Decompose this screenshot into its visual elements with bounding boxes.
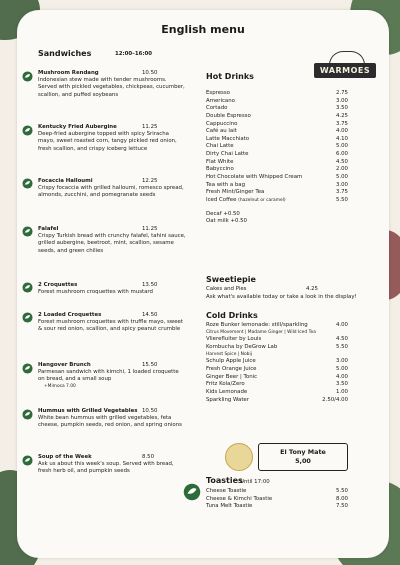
drink-row (206, 151, 348, 159)
drink-name: Hot Chocolate with Whipped Cream (206, 174, 303, 181)
tony-mate-title: El Tony Mate (280, 448, 326, 456)
item-description: Ask us about this week's soup. Served with bread, fresh herb oil, and pumpkin seeds (38, 461, 174, 475)
drink-name: Cakes and Pies (206, 286, 247, 292)
drink-price: 3.75 (335, 120, 348, 127)
toasties-title: Toasties (206, 476, 243, 485)
drink-row (206, 189, 348, 197)
drink-name: Babyccino (206, 166, 234, 173)
menu-item (38, 454, 186, 476)
drink-row (206, 159, 348, 167)
drink-row (206, 197, 348, 205)
drink-row (206, 336, 348, 344)
item-description: Forest mushroom croquettes with truffle mayo, sweet & sour red onion, scallion, and spicy peanut crumble (38, 319, 183, 333)
drink-price: 3.00 (335, 358, 348, 365)
drink-row (206, 374, 348, 382)
drink-price: 5.00 (335, 143, 348, 150)
drink-name: Fritz Kola/Zero (206, 381, 245, 388)
drink-name: Latte Macchiato (206, 135, 250, 142)
cold-drinks-list (206, 322, 348, 404)
drink-subtitle-text: Harvest Spice | Nobij (206, 352, 252, 358)
drink-row (206, 90, 348, 98)
drink-row (206, 136, 348, 144)
item-name: Focaccia Halloumi (38, 178, 93, 184)
drink-price: 3.50 (335, 381, 348, 388)
menu-item (38, 70, 186, 99)
drink-name: Double Espresso (206, 112, 251, 119)
drink-name: Cortado (206, 105, 228, 112)
drink-price: 5.00 (335, 366, 348, 373)
drink-row (206, 105, 348, 113)
drink-name: Dirty Chai Latte (206, 151, 249, 158)
item-description: Parmesan sandwich with kimchi, 1 loaded croquette on bread, and a small soup (38, 369, 179, 383)
item-price: 10.50 (142, 408, 158, 414)
item-price: 8.50 (142, 454, 155, 460)
vega-icon (22, 312, 33, 323)
oat-note: Oat milk +0.50 (206, 218, 247, 225)
sweetiepie-title: Sweetiepie (206, 275, 256, 284)
drink-row (206, 496, 348, 504)
drink-price: 5.50 (335, 488, 348, 494)
hot-drinks-title: Hot Drinks (206, 72, 254, 81)
item-price: 15.50 (142, 362, 158, 368)
item-price: 13.50 (142, 282, 158, 288)
item-description: Forest mushroom croquettes with mustard (38, 289, 153, 296)
item-price: 14.50 (142, 312, 158, 318)
drink-name: Americano (206, 97, 235, 104)
drink-name: Schulp Apple Juice (206, 358, 256, 365)
drink-row (206, 211, 348, 219)
drink-row (206, 182, 348, 190)
drink-price: 2.00 (335, 166, 348, 173)
drink-name: Kombucha by DeGrow Lab (206, 343, 278, 350)
drink-price: 4.50 (335, 158, 348, 165)
drink-row (206, 286, 348, 294)
menu-item (38, 226, 186, 255)
hot-drinks-list (206, 90, 348, 226)
drink-note: (hazelnut or caramel) (238, 197, 286, 203)
item-price: 11.25 (142, 226, 158, 232)
logo-plate: WARMOES (314, 63, 376, 78)
item-name: 2 Loaded Croquettes (38, 312, 102, 318)
item-description: White bean hummus with grilled vegetables, feta cheese, pumpkin seeds, red onion, and spring onions (38, 415, 182, 429)
toasties-list (206, 488, 348, 511)
drink-row (206, 218, 348, 226)
drink-row (206, 322, 348, 330)
item-name: 2 Croquettes (38, 282, 78, 288)
menu-item (38, 408, 186, 430)
item-description: Deep-fried aubergine topped with spicy Sriracha mayo, sweet roasted corn, tangy pickled red onion, fresh scallion, and crispy iceberg lettuce (38, 131, 177, 152)
drink-price: 5.50 (335, 343, 348, 350)
drink-subtitle (206, 351, 348, 358)
drink-row (206, 488, 348, 496)
menu-card (17, 10, 389, 558)
toasties-until: Until 17:00 (240, 479, 270, 485)
drink-price: 4.00 (335, 322, 348, 328)
item-name: Hummus with Grilled Vegetables (38, 408, 138, 414)
drink-row (206, 113, 348, 121)
decaf-note: Decaf +0.50 (206, 210, 240, 217)
drink-name: Iced Coffee (206, 196, 237, 203)
drink-name: Cappuccino (206, 120, 238, 127)
vega-icon (22, 178, 33, 189)
page-title: English menu (161, 23, 245, 36)
item-name: Kentucky Fried Aubergine (38, 124, 117, 130)
menu-item (38, 312, 186, 334)
sweetiepie-section (206, 286, 357, 301)
vega-icon (22, 282, 33, 293)
drink-price: 1.00 (335, 388, 348, 395)
item-name: Hangover Brunch (38, 362, 91, 368)
item-description: Indonesian stew made with tender mushrooms. Served with pickled vegetables, chickpeas, cucumber, scallion, and puffed soybeans (38, 77, 185, 98)
item-price: 12.25 (142, 178, 158, 184)
drink-row (206, 344, 348, 352)
drink-price: 2.75 (335, 90, 348, 96)
drink-name: Ginger Beer | Tonic (206, 373, 258, 380)
drink-row (206, 503, 348, 511)
drink-price: 6.00 (335, 151, 348, 158)
vega-icon (22, 363, 33, 374)
drink-price: 2.50/4.00 (322, 396, 348, 403)
drink-name: Fresh Orange Juice (206, 366, 257, 373)
menu-item (38, 124, 186, 153)
drink-price: 7.50 (335, 503, 348, 510)
vega-icon (22, 226, 33, 237)
drink-price: 3.75 (335, 189, 348, 196)
drink-name: Cheese & Kimchi Toastie (206, 495, 273, 502)
item-price: 10.50 (142, 70, 158, 76)
item-description: Crispy Turkish bread with crunchy falafel, tahini sauce, grilled aubergine, beetroot, mint, scallion, sesame seeds, and green chilies (38, 233, 186, 254)
drink-subtitle-text: Citrus Movement | Madame Ginger | Wild Iced Tea (206, 329, 316, 335)
drink-price: 4.00 (335, 128, 348, 135)
drink-name: Cheese Toastie (206, 488, 247, 494)
drink-price: 5.00 (335, 174, 348, 181)
vega-icon (22, 455, 33, 466)
drink-price: 4.25 (335, 112, 348, 119)
drink-row (206, 397, 348, 405)
tony-mate-price: 5,00 (295, 457, 311, 465)
item-price: 11.25 (142, 124, 158, 130)
drink-name: Espresso (206, 90, 230, 96)
item-description: Crispy focaccia with grilled halloumi, romesco spread, almonds, zucchini, and pomegranate seeds (38, 185, 184, 199)
sandwiches-hours: 12:00–16:00 (115, 51, 153, 57)
tony-mate-box (258, 443, 348, 471)
menu-item (38, 362, 186, 390)
drink-name: Tuna Melt Toastie (206, 503, 253, 510)
tony-mate-badge-icon (225, 443, 253, 471)
drink-row (206, 128, 348, 136)
sweetiepie-desc: Ask what's available today or take a look in the display! (206, 293, 357, 300)
item-name: Soup of the Week (38, 454, 92, 460)
drink-name: Tea with a bag (206, 181, 246, 188)
drink-row (206, 174, 348, 182)
drink-price: 4.00 (335, 373, 348, 380)
warmoes-logo (309, 51, 383, 81)
drink-name: Fresh Mint/Ginger Tea (206, 189, 265, 196)
drink-price: 3.50 (335, 105, 348, 112)
drink-row (206, 143, 348, 151)
drink-name: Roze Bunker lemonade: still/sparkling (206, 322, 308, 328)
drink-row (206, 166, 348, 174)
vega-icon (183, 483, 201, 501)
drink-name: Chai Latte (206, 143, 234, 150)
item-name: Falafel (38, 226, 59, 232)
vega-icon (22, 409, 33, 420)
drink-price: 4.10 (335, 135, 348, 142)
drink-name: Kids Lemonade (206, 388, 248, 395)
drink-name: Vlierefluiter by Louis (206, 336, 262, 343)
item-extra: +Mimosa 7.00 (44, 383, 76, 389)
vega-icon (22, 125, 33, 136)
menu-item (38, 178, 186, 200)
item-name: Mushroom Rendang (38, 70, 99, 76)
vega-icon (22, 71, 33, 82)
drink-row (206, 366, 348, 374)
menu-item (38, 282, 186, 296)
drink-name: Flat White (206, 158, 234, 165)
drink-price: 4.25 (305, 286, 318, 292)
cold-drinks-title: Cold Drinks (206, 311, 258, 320)
drink-name: Café au lait (206, 128, 237, 135)
drink-row (206, 358, 348, 366)
drink-name: Sparkling Water (206, 396, 249, 403)
drink-price: 8.00 (335, 495, 348, 502)
drink-price: 3.00 (335, 97, 348, 104)
drink-price: 4.50 (335, 336, 348, 343)
drink-row (206, 381, 348, 389)
drink-price: 3.00 (335, 181, 348, 188)
drink-price: 5.50 (335, 196, 348, 203)
drink-row (206, 389, 348, 397)
sandwiches-title: Sandwiches (38, 49, 92, 58)
drink-row (206, 98, 348, 106)
